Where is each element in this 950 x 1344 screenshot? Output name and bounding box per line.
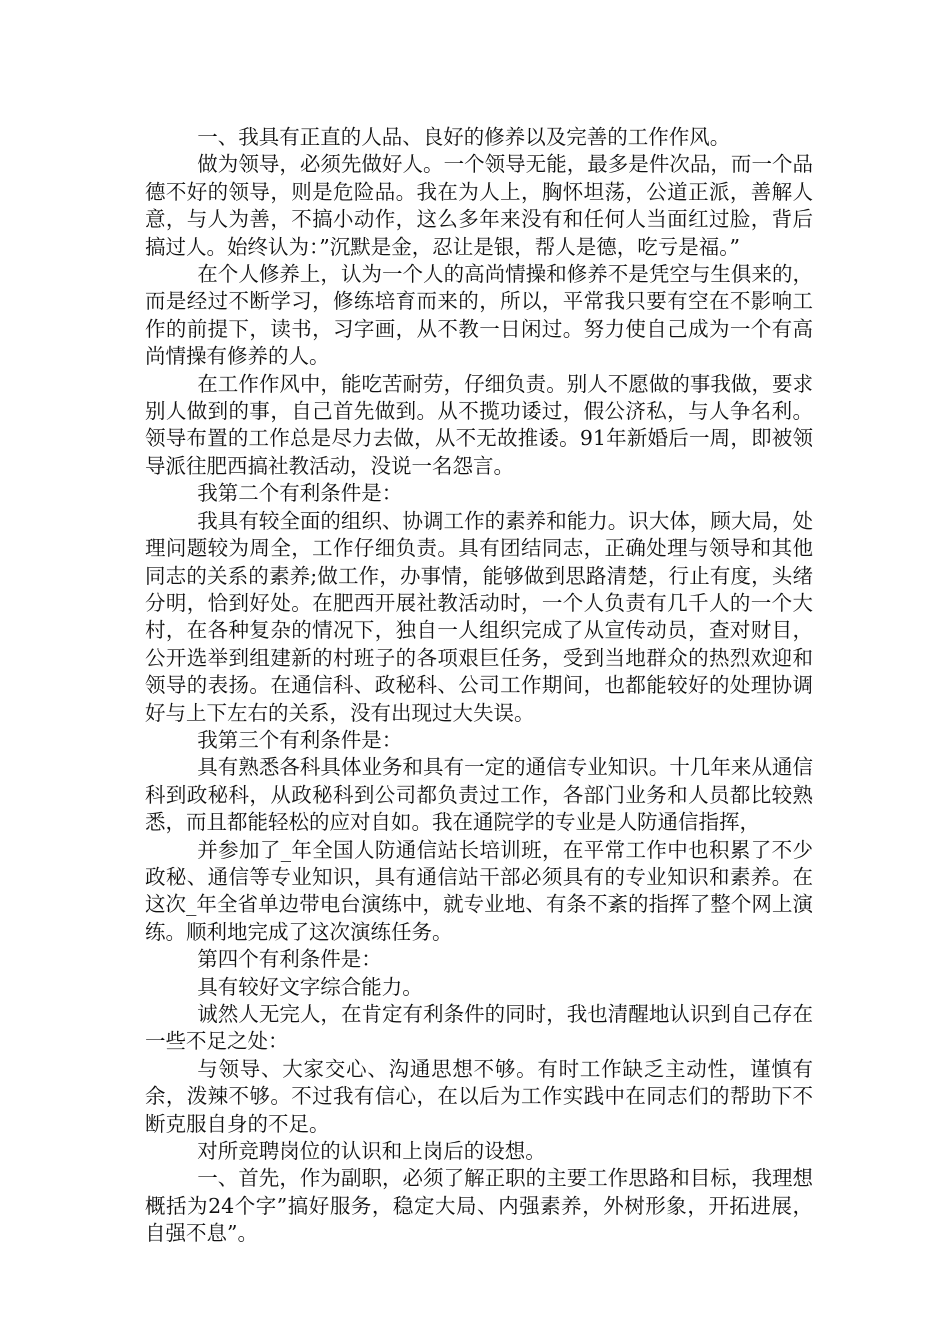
paragraph: 一、首先，作为副职，必须了解正职的主要工作思路和目标，我理想概括为24个字”搞好服务，稳定大局、内强素养，外树形象，开拓进展，自强不息”。 <box>145 1166 813 1246</box>
paragraph: 对所竞聘岗位的认识和上岗后的设想。 <box>197 1139 546 1164</box>
paragraph: 我第二个有利条件是： <box>197 481 403 506</box>
paragraph: 具有熟悉各科具体业务和具有一定的通信专业知识。十几年来从通信科到政秘科，从政秘科到公司都负责过工作，各部门业务和人员都比较熟悉，而且都能轻松的应对自如。我在通院学的专业是人防通信指挥， <box>145 755 813 835</box>
document-body <box>145 124 813 1248</box>
paragraph: 我第三个有利条件是： <box>197 727 403 752</box>
paragraph: 诚然人无完人，在肯定有利条件的同时，我也清醒地认识到自己存在一些不足之处： <box>145 1002 813 1054</box>
paragraph: 第四个有利条件是： <box>197 947 382 972</box>
paragraph: 我具有较全面的组织、协调工作的素养和能力。识大体，顾大局，处理问题较为周全，工作仔细负责。具有团结同志，正确处理与领导和其他同志的关系的素养;做工作，办事情，能够做到思路清楚，行止有度，头绪分明，恰到好处。在肥西开展社教活动时，一个人负责有几千人的一个大村，在各种复杂的情况下，独自一人组织完成了从宣传动员，查对财目，公开选举到组建新的村班子的各项艰巨任务，受到当地群众的热烈欢迎和领导的表扬。在通信科、政秘科、公司工作期间，也都能较好的处理协调好与上下左右的关系，没有出现过大失误。 <box>145 508 813 725</box>
paragraph: 一、我具有正直的人品、良好的修养以及完善的工作作风。 <box>197 125 731 149</box>
paragraph: 做为领导，必须先做好人。一个领导无能，最多是件次品，而一个品德不好的领导，则是危险品。我在为人上，胸怀坦荡，公道正派，善解人意，与人为善，不搞小动作，这么多年来没有和任何人当面红过脸，背后搞过人。始终认为：”沉默是金，忍让是银，帮人是德，吃亏是福。” <box>145 152 813 259</box>
paragraph: 具有较好文字综合能力。 <box>197 974 423 999</box>
paragraph: 与领导、大家交心、沟通思想不够。有时工作缺乏主动性，谨慎有余，泼辣不够。不过我有信心，在以后为工作实践中在同志们的帮助下不断克服自身的不足。 <box>145 1056 813 1136</box>
paragraph: 在工作作风中，能吃苦耐劳，仔细负责。别人不愿做的事我做，要求别人做到的事，自己首先做到。从不揽功诿过，假公济私，与人争名利。领导布置的工作总是尽力去做，从不无故推诿。91年新婚后一周，即被领导派往肥西搞社教活动，没说一名怨言。 <box>145 371 813 478</box>
paragraph: 在个人修养上，认为一个人的高尚情操和修养不是凭空与生俱来的，而是经过不断学习，修练培育而来的，所以，平常我只要有空在不影响工作的前提下，读书，习字画，从不教一日闲过。努力使自己成为一个有高尚情操有修养的人。 <box>145 262 813 369</box>
paragraph: 并参加了_年全国人防通信站长培训班，在平常工作中也积累了不少政秘、通信等专业知识，具有通信站干部必须具有的专业知识和素养。在这次_年全省单边带电台演练中，就专业地、有条不紊的指挥了整个网上演练。顺利地完成了这次演练任务。 <box>145 837 813 944</box>
